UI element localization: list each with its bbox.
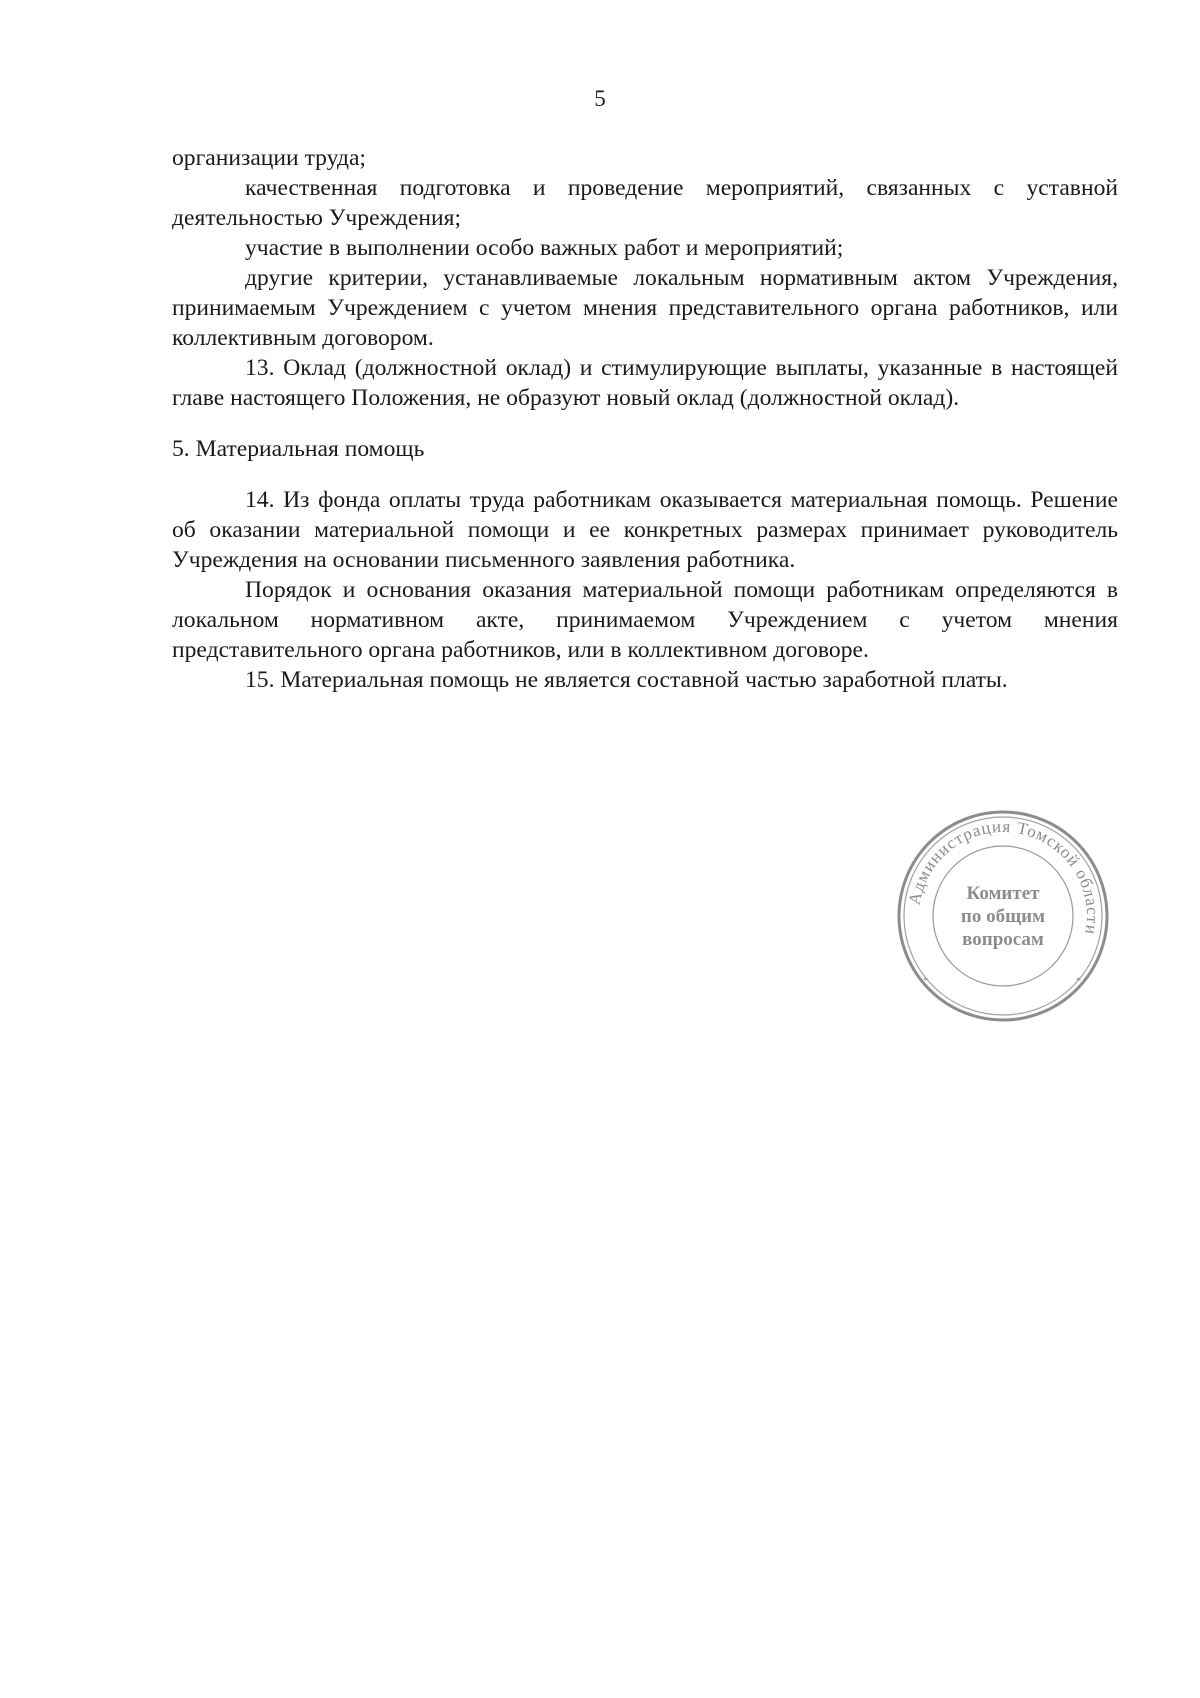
stamp-line: Комитет — [966, 883, 1040, 904]
document-body — [172, 143, 1118, 695]
paragraph: качественная подготовка и проведение мероприятий, связанных с уставной деятельностью Учреждения; — [172, 175, 1118, 231]
paragraph: 14. Из фонда оплаты труда работникам оказывается материальная помощь. Решение об оказании материальной помощи и ее конкретных размерах принимает руководитель Учреждения на основании письменного заявления работника. — [172, 487, 1118, 573]
stamp-ring-text: Администрация Томской области — [904, 816, 1103, 937]
paragraph: Порядок и основания оказания материальной помощи работникам определяются в локальном нормативном акте, принимаемом Учреждением с учетом мнения представительного органа работников, или в коллективном договоре. — [172, 577, 1118, 663]
svg-text:*: * — [923, 976, 928, 987]
paragraph: другие критерии, устанавливаемые локальным нормативным актом Учреждения, принимаемым Учреждением с учетом мнения представительного органа работников, или коллективным договором. — [172, 265, 1118, 351]
paragraph: участие в выполнении особо важных работ и мероприятий; — [245, 235, 844, 261]
stamp-seal-icon — [893, 806, 1113, 1026]
paragraph: 13. Оклад (должностной оклад) и стимулирующие выплаты, указанные в настоящей главе настоящего Положения, не образуют новый оклад (должностной оклад). — [172, 355, 1118, 411]
page-number: 5 — [594, 86, 606, 111]
paragraph: организации труда; — [172, 145, 366, 171]
official-stamp — [893, 806, 1113, 1026]
section-heading: 5. Материальная помощь — [172, 436, 425, 462]
paragraph: 15. Материальная помощь не является составной частью заработной платы. — [245, 667, 1008, 693]
stamp-line: вопросам — [962, 929, 1044, 950]
svg-text:*: * — [1076, 976, 1081, 987]
stamp-line: по общим — [960, 906, 1046, 927]
